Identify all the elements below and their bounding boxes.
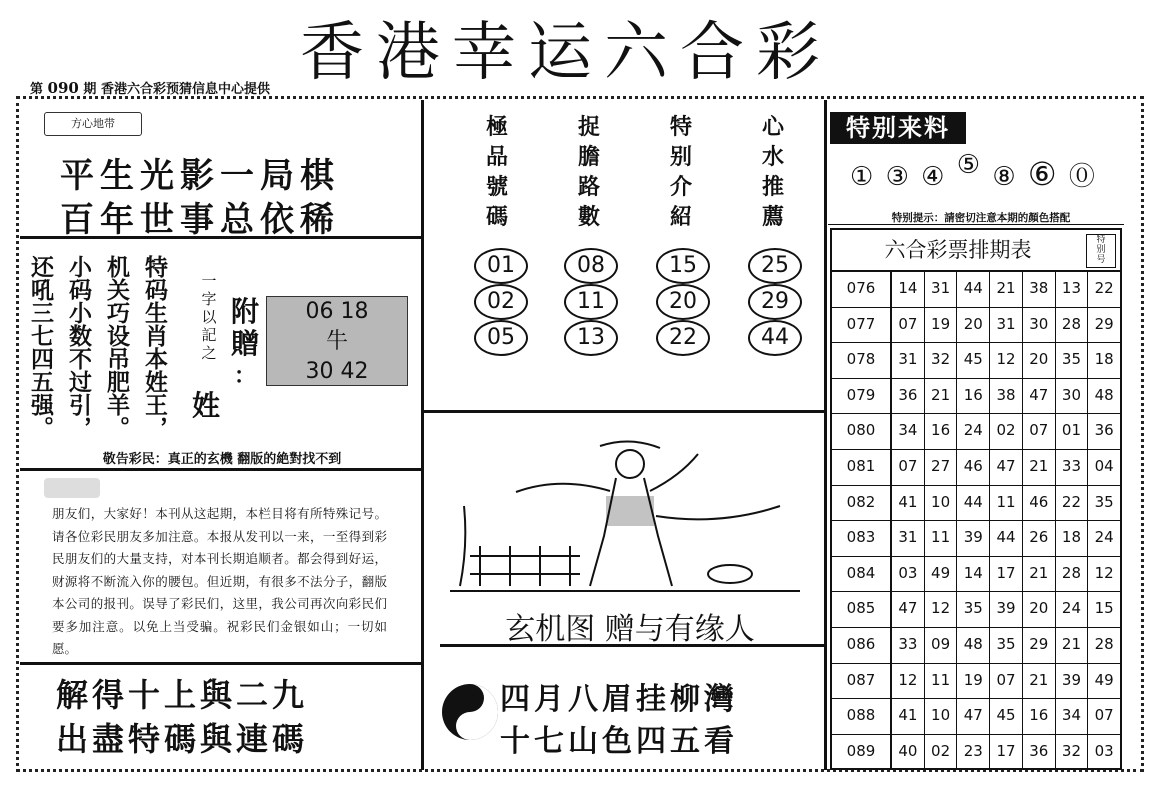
number-cell: 28 <box>1056 556 1089 592</box>
special-number-label <box>1086 234 1116 268</box>
col1-h1: 極 <box>485 114 508 140</box>
number-cell: 02 <box>990 413 1023 449</box>
period-cell: 076 <box>832 271 892 307</box>
special-number-cell: 03 <box>1094 741 1114 760</box>
special-tip: 特别提示：請密切注意本期的顏色搭配 <box>891 212 1071 224</box>
period-cell: 082 <box>832 485 892 521</box>
table-row <box>832 307 1120 344</box>
special-number-cell: 35 <box>1094 492 1114 511</box>
col2-h2: 膽 <box>577 144 600 170</box>
zi-yi-ji-zhi <box>198 272 220 362</box>
number-cell: 47 <box>892 591 925 627</box>
number-cell: 45 <box>957 342 990 378</box>
number-cell: 32 <box>1056 734 1089 770</box>
vertical-line-1-text: 特码生肖本姓王， <box>141 255 167 439</box>
number-cell: 10 <box>925 698 958 734</box>
period-cell: 089 <box>832 734 892 770</box>
special-number-cell: 15 <box>1094 599 1114 618</box>
number-cell: 14 <box>957 556 990 592</box>
table-row <box>832 271 1120 308</box>
table-row <box>832 663 1120 700</box>
period-cell: 083 <box>832 520 892 556</box>
number-cell: 17 <box>990 734 1023 770</box>
col2-heading <box>574 112 604 232</box>
special-number-cell: 04 <box>1094 457 1114 475</box>
number-cell: 28 <box>1056 307 1089 343</box>
number-cell: 19 <box>925 307 958 343</box>
vertical-line-3-text: 小码小数不过引， <box>65 255 91 439</box>
bowl <box>708 565 752 583</box>
plant <box>460 506 465 586</box>
zi-char-2: 字 <box>201 290 217 308</box>
divider-numbers <box>424 410 824 413</box>
divider-left <box>421 100 424 770</box>
vertical-line-2 <box>102 252 132 442</box>
table-row <box>832 342 1120 379</box>
number-cell: 40 <box>892 734 925 770</box>
col3-h2: 别 <box>669 144 692 170</box>
col3-h3: 介 <box>669 174 692 200</box>
number-cell: 44 <box>957 271 990 307</box>
table-row <box>832 485 1120 522</box>
special-number-3: ④ <box>921 162 945 192</box>
zi-char-1: 一 <box>201 272 217 290</box>
zi-char-5: 之 <box>201 344 217 362</box>
number-cell: 11 <box>925 520 958 556</box>
page-title: 香港幸运六合彩 <box>300 16 832 90</box>
number-cell: 39 <box>957 520 990 556</box>
riddle-line-1: 解得十上與二九 <box>56 676 309 714</box>
number-cell: 33 <box>892 627 925 663</box>
issue-suffix: 期 <box>83 82 97 97</box>
period-cell: 087 <box>832 663 892 699</box>
number-cell: 24 <box>1056 591 1089 627</box>
notice-banner: 敬告彩民：真正的玄機 翻版的絶對找不到 <box>102 452 342 467</box>
number-cell: 30 <box>1023 307 1056 343</box>
special-number-cell: 28 <box>1094 635 1114 653</box>
special-number-1: ① <box>850 162 874 192</box>
corner-char-3: 号 <box>1096 255 1106 265</box>
divider-right <box>824 100 827 770</box>
xing-char: 姓 <box>192 389 221 422</box>
number-cell: 09 <box>925 627 958 663</box>
number-cell: 02 <box>925 734 958 770</box>
number-cell: 41 <box>892 485 925 521</box>
col3-number-3: 22 <box>656 320 710 356</box>
col1-h4: 碼 <box>485 204 508 230</box>
number-cell: 24 <box>957 413 990 449</box>
col4-number-1: 25 <box>748 248 802 284</box>
number-cell: 23 <box>957 734 990 770</box>
right-arm <box>650 454 698 491</box>
col3-h1: 特 <box>669 114 692 140</box>
number-cell: 35 <box>990 627 1023 663</box>
number-cell: 13 <box>1056 271 1089 307</box>
number-cell: 41 <box>892 698 925 734</box>
yin-yang-icon <box>440 674 500 744</box>
section-tag: 方心地带 <box>44 112 142 136</box>
xuanji-illustration <box>440 436 820 601</box>
period-cell: 086 <box>832 627 892 663</box>
special-number-cell: 49 <box>1094 670 1114 689</box>
issue-line <box>30 78 270 97</box>
number-cell: 31 <box>892 342 925 378</box>
number-cell: 12 <box>990 342 1023 378</box>
period-cell: 084 <box>832 556 892 592</box>
number-cell: 29 <box>1023 627 1056 663</box>
special-title: 特别来料 <box>830 112 966 144</box>
fence <box>470 546 580 586</box>
number-cell: 48 <box>957 627 990 663</box>
schedule-title: 六合彩票排期表 <box>884 238 1032 262</box>
number-cell: 12 <box>892 663 925 699</box>
gift-zodiac: 牛 <box>325 329 348 354</box>
number-cell: 47 <box>1023 378 1056 414</box>
number-cell: 19 <box>957 663 990 699</box>
number-cell: 49 <box>925 556 958 592</box>
number-cell: 18 <box>1056 520 1089 556</box>
number-cell: 34 <box>1056 698 1089 734</box>
issue-prefix: 第 <box>30 82 44 97</box>
number-cell: 20 <box>1023 342 1056 378</box>
number-cell: 16 <box>1023 698 1056 734</box>
gift-row-1: 06 18 <box>305 299 369 324</box>
col4-h4: 薦 <box>761 204 784 230</box>
number-cell: 36 <box>1023 734 1056 770</box>
verse-line-2: 十七山色四五看 <box>500 724 738 759</box>
verse-line-1: 四月八眉挂柳灣 <box>500 682 738 717</box>
col1-heading <box>482 112 512 232</box>
number-cell: 12 <box>925 591 958 627</box>
corner-char-2: 别 <box>1096 245 1106 255</box>
number-cell: 21 <box>1023 556 1056 592</box>
schedule-header <box>832 230 1120 272</box>
table-row <box>832 627 1120 664</box>
table-row <box>832 556 1120 593</box>
number-cell: 21 <box>1023 449 1056 485</box>
col4-number-2: 29 <box>748 284 802 320</box>
col1-number-1: 01 <box>474 248 528 284</box>
number-cell: 01 <box>1056 413 1089 449</box>
figure-body <box>590 478 672 586</box>
number-cell: 44 <box>990 520 1023 556</box>
figure-head <box>616 450 644 478</box>
number-cell: 11 <box>925 663 958 699</box>
number-cell: 21 <box>925 378 958 414</box>
number-cell: 07 <box>1023 413 1056 449</box>
special-numbers <box>850 150 1099 193</box>
special-number-cell: 18 <box>1094 350 1114 369</box>
period-cell: 088 <box>832 698 892 734</box>
special-number-cell: 36 <box>1094 421 1114 440</box>
vertical-line-1 <box>140 252 170 442</box>
col1-number-2: 02 <box>474 284 528 320</box>
number-cell: 14 <box>892 271 925 307</box>
number-cell: 27 <box>925 449 958 485</box>
period-cell: 078 <box>832 342 892 378</box>
number-cell: 30 <box>1056 378 1089 414</box>
image-caption: 玄机图 赠与有缘人 <box>505 612 755 647</box>
zi-char-4: 記 <box>201 326 217 344</box>
special-number-cell: 22 <box>1094 279 1114 297</box>
number-cell: 10 <box>925 485 958 521</box>
divider-notice <box>20 468 422 471</box>
number-cell: 26 <box>1023 520 1056 556</box>
fuzeng-colon: ： <box>233 363 256 389</box>
number-cell: 46 <box>957 449 990 485</box>
number-cell: 11 <box>990 485 1023 521</box>
hair-bun <box>600 441 660 448</box>
col4-h1: 心 <box>761 114 784 140</box>
number-cell: 31 <box>990 307 1023 343</box>
number-cell: 33 <box>1056 449 1089 485</box>
poem-line-2: 百年世事总依稀 <box>60 200 340 240</box>
number-cell: 46 <box>1023 485 1056 521</box>
poem-line-1: 平生光影一局棋 <box>60 156 340 196</box>
table-row <box>832 591 1120 628</box>
flowing-ribbon <box>656 506 780 519</box>
number-cell: 21 <box>1023 663 1056 699</box>
gift-row-3: 30 42 <box>305 359 369 384</box>
special-number-2: ③ <box>885 162 909 192</box>
table-row <box>832 520 1120 557</box>
number-cell: 36 <box>892 378 925 414</box>
riddle-line-2: 出盡特碼與連碼 <box>56 720 309 758</box>
number-cell: 39 <box>990 591 1023 627</box>
number-cell: 44 <box>957 485 990 521</box>
col3-number-2: 20 <box>656 284 710 320</box>
number-cell: 22 <box>1056 485 1089 521</box>
col3-heading <box>666 112 696 232</box>
col3-h4: 紹 <box>669 204 692 230</box>
number-cell: 07 <box>990 663 1023 699</box>
special-number-cell: 24 <box>1094 528 1114 547</box>
notice-paragraph: 朋友们，大家好！本刊从这起期，本栏目将有所特殊记号。请各位彩民朋友多加注意。本报从发刊以一来，一至得到彩民朋友们的大量支持，对本刊长期追顺者。都会得到好运，财源将不断流入你的腰包。但近期，有很多不法分子，翻版本公司的报刊。误导了彩民们，这里，我公司再次向彩民们要多加注意。以免上当受骗。祝彩民们金银如山；一切如愿。 <box>52 506 387 656</box>
period-cell: 079 <box>832 378 892 414</box>
special-number-cell: 12 <box>1094 563 1114 582</box>
col1-number-3: 05 <box>474 320 528 356</box>
number-cell: 45 <box>990 698 1023 734</box>
number-cell: 31 <box>892 520 925 556</box>
special-number-cell: 29 <box>1094 314 1114 333</box>
col2-number-1: 08 <box>564 248 618 284</box>
number-cell: 17 <box>990 556 1023 592</box>
number-cell: 21 <box>1056 627 1089 663</box>
number-cell: 07 <box>892 449 925 485</box>
special-number-6: ⑥ <box>1027 155 1057 193</box>
number-cell: 34 <box>892 413 925 449</box>
number-cell: 35 <box>1056 342 1089 378</box>
dress-pattern <box>606 496 654 526</box>
col4-number-3: 44 <box>748 320 802 356</box>
corner-char-1: 特 <box>1096 235 1106 245</box>
number-cell: 39 <box>1056 663 1089 699</box>
vertical-line-2-text: 机关巧设吊肥羊。 <box>103 255 129 439</box>
schedule-table <box>830 228 1122 770</box>
col1-h2: 品 <box>485 144 508 170</box>
table-row <box>832 413 1120 450</box>
number-cell: 32 <box>925 342 958 378</box>
issue-source: 香港六合彩预猜信息中心提供 <box>100 82 270 97</box>
fuzeng-label <box>228 296 262 392</box>
table-row <box>832 378 1120 415</box>
fuzeng-char-2: 贈 <box>230 327 259 360</box>
issue-number: 090 <box>47 79 79 97</box>
period-cell: 081 <box>832 449 892 485</box>
number-cell: 31 <box>925 271 958 307</box>
number-cell: 20 <box>1023 591 1056 627</box>
table-row <box>832 698 1120 735</box>
period-cell: 085 <box>832 591 892 627</box>
number-cell: 20 <box>957 307 990 343</box>
table-row <box>832 449 1120 486</box>
fuzeng-char-1: 附 <box>230 295 259 328</box>
smudge-logo <box>44 478 100 498</box>
col4-h3: 推 <box>761 174 784 200</box>
number-cell: 16 <box>925 413 958 449</box>
number-cell: 03 <box>892 556 925 592</box>
vertical-line-4-text: 还吼三七四五强。 <box>27 255 53 439</box>
col2-number-2: 11 <box>564 284 618 320</box>
vertical-line-4 <box>26 252 56 442</box>
number-cell: 47 <box>990 449 1023 485</box>
number-cell: 38 <box>1023 271 1056 307</box>
period-cell: 077 <box>832 307 892 343</box>
special-number-cell: 48 <box>1094 385 1114 404</box>
number-cell: 47 <box>957 698 990 734</box>
col3-number-1: 15 <box>656 248 710 284</box>
left-sleeve <box>516 484 610 492</box>
vertical-line-3 <box>64 252 94 442</box>
zi-char-3: 以 <box>201 308 217 326</box>
period-cell: 080 <box>832 413 892 449</box>
special-number-5: ⑧ <box>992 162 1016 192</box>
col2-h4: 數 <box>577 204 600 230</box>
col2-number-3: 13 <box>564 320 618 356</box>
special-number-4: ⑤ <box>956 150 981 180</box>
col4-h2: 水 <box>761 144 784 170</box>
gift-number-box <box>266 296 408 386</box>
number-cell: 38 <box>990 378 1023 414</box>
table-row <box>832 734 1120 771</box>
divider-riddle <box>20 662 422 665</box>
col4-heading <box>758 112 788 232</box>
special-number-7: ⓪ <box>1068 162 1095 192</box>
col2-h1: 捉 <box>577 114 600 140</box>
special-number-cell: 07 <box>1094 706 1114 725</box>
col2-h3: 路 <box>577 174 600 200</box>
number-cell: 16 <box>957 378 990 414</box>
number-cell: 21 <box>990 271 1023 307</box>
col1-h3: 號 <box>485 174 508 200</box>
number-cell: 07 <box>892 307 925 343</box>
number-cell: 35 <box>957 591 990 627</box>
